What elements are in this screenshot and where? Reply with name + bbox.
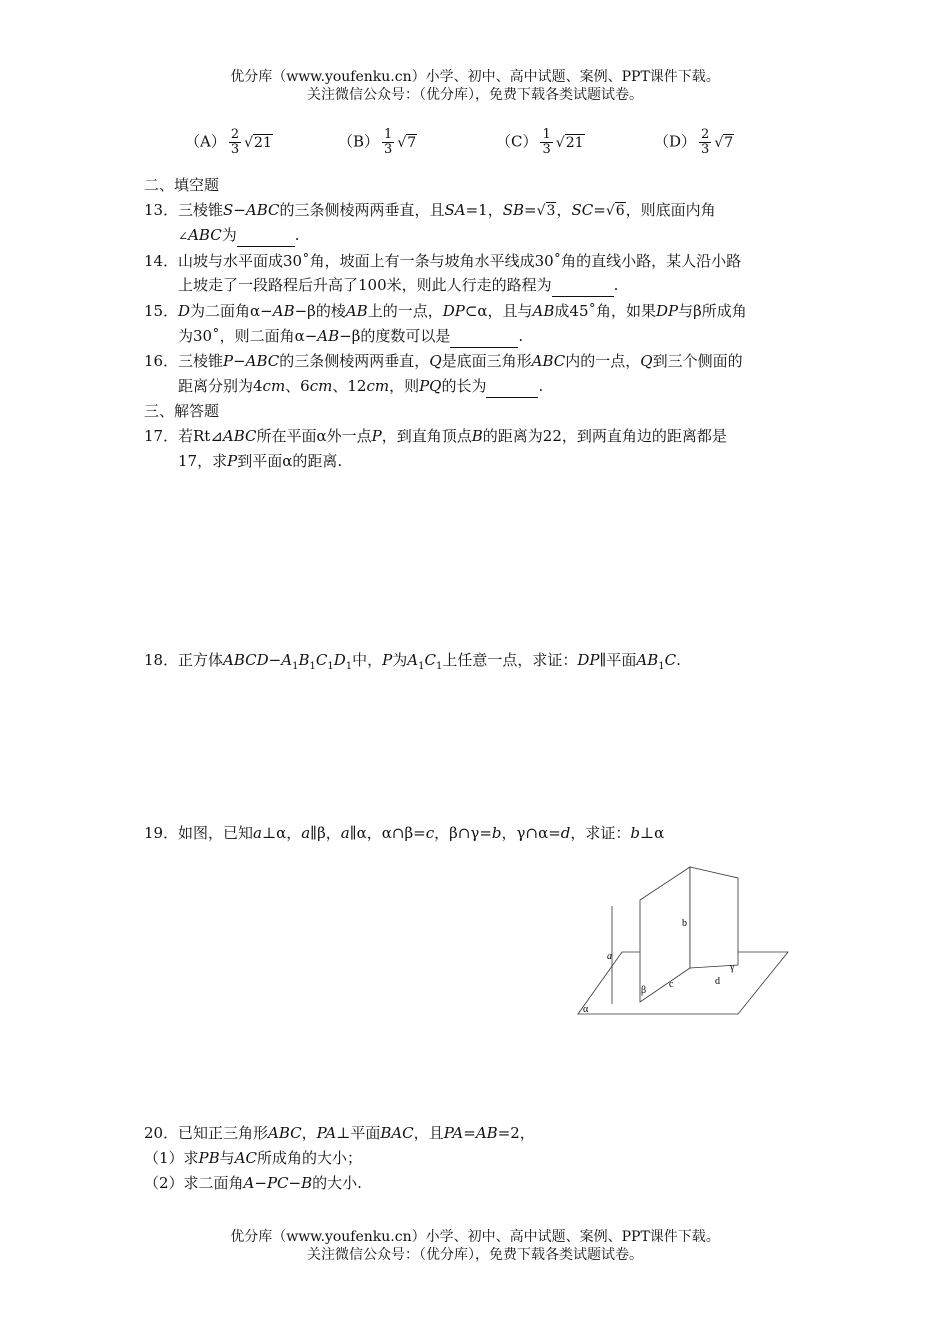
denominator: 3 — [542, 142, 551, 157]
question-13-line-2 — [144, 224, 299, 247]
fraction — [382, 128, 394, 157]
math: DP — [442, 302, 465, 320]
text: ∥平面 — [599, 651, 637, 669]
text: . — [613, 276, 619, 294]
radicand: 6 — [615, 203, 625, 219]
text: ∠ — [178, 229, 189, 243]
question-16-line-2 — [144, 375, 543, 398]
sqrt: √3 — [536, 203, 556, 219]
numerator: 1 — [384, 127, 393, 142]
question-19 — [144, 822, 664, 844]
math: A — [407, 651, 419, 669]
text: ， — [556, 201, 572, 219]
text: 为 — [392, 651, 408, 669]
radicand: 21 — [565, 134, 584, 151]
math: PB — [198, 1149, 220, 1167]
option-label: （D） — [654, 132, 697, 151]
numerator: 2 — [701, 127, 710, 142]
option-label: （A） — [185, 132, 226, 151]
text: 所在平面α外一点 — [256, 427, 372, 445]
question-number: 14． — [144, 252, 179, 270]
text: 所成角的大小； — [257, 1149, 363, 1167]
question-number: 13． — [144, 201, 179, 219]
text: 三棱锥 — [178, 201, 224, 219]
text: 成45˚角，如果 — [554, 302, 656, 320]
math: b — [491, 824, 502, 842]
math: Q — [429, 352, 442, 370]
math: AB — [475, 1124, 498, 1142]
question-15 — [144, 300, 747, 322]
text: 上的一点， — [367, 302, 443, 320]
math: d — [560, 824, 571, 842]
math: SC — [571, 201, 594, 219]
answer-blank — [237, 224, 295, 247]
text: =2， — [497, 1124, 535, 1142]
text: ∥β， — [310, 824, 341, 842]
math: cm — [366, 377, 390, 395]
text: ，求证： — [570, 824, 631, 842]
plane-beta — [640, 867, 690, 1002]
subscript: 1 — [345, 661, 353, 672]
math: ABC — [222, 427, 257, 445]
text: 三棱锥 — [178, 352, 224, 370]
text: 到平面α的距离. — [237, 452, 343, 470]
option-label: （B） — [338, 132, 380, 151]
math: PA — [316, 1124, 337, 1142]
plane-gamma — [690, 867, 738, 968]
text: 、12 — [332, 377, 367, 395]
math: C — [664, 651, 677, 669]
text: 已知正三角形 — [178, 1124, 269, 1142]
sqrt: √7 — [714, 134, 734, 151]
text: 若Rt⊿ — [178, 427, 223, 445]
text: ，γ∩α= — [501, 824, 561, 842]
answer-blank — [450, 325, 518, 348]
planes-figure — [572, 862, 796, 1022]
denominator: 3 — [701, 142, 710, 157]
text: . — [538, 377, 544, 395]
text: ∥α，α∩β= — [349, 824, 426, 842]
text: ，则底面内角 — [625, 201, 716, 219]
radicand: 7 — [407, 134, 417, 151]
math: AB — [272, 302, 295, 320]
math: ABCD−A — [223, 651, 293, 669]
label-c: c — [669, 979, 674, 990]
fraction — [540, 128, 552, 157]
math: DP — [656, 302, 679, 320]
denominator: 3 — [384, 142, 393, 157]
text: 的三条侧棱两两垂直，且 — [279, 201, 445, 219]
subscript: 1 — [327, 661, 334, 672]
math: S−ABC — [223, 201, 280, 219]
page-header — [0, 68, 950, 104]
question-number: 15． — [144, 302, 179, 320]
text: ， — [301, 1124, 317, 1142]
question-15-line-2 — [144, 325, 523, 348]
text: （1）求 — [144, 1149, 199, 1167]
text: . — [294, 226, 300, 244]
text: 正方体 — [178, 651, 224, 669]
footer-line-1: 优分库（www.youfenku.cn）小学、初中、高中试题、案例、PPT课件下载。 — [230, 1229, 720, 1245]
text: ，且 — [413, 1124, 444, 1142]
answer-blank — [486, 375, 538, 398]
text: 与β所成角 — [678, 302, 747, 320]
math: a — [340, 824, 350, 842]
math: C — [424, 651, 436, 669]
text: = — [524, 201, 537, 219]
text: . — [518, 327, 524, 345]
text: 到三个侧面的 — [652, 352, 743, 370]
math: AB — [317, 327, 340, 345]
math: P−ABC — [223, 352, 280, 370]
option-a — [185, 128, 273, 157]
text: −β的棱 — [294, 302, 346, 320]
math: a — [253, 824, 262, 842]
text: 的长为 — [441, 377, 487, 395]
math: PQ — [419, 377, 442, 395]
text: ⊥α， — [261, 824, 302, 842]
question-20-part-2 — [144, 1172, 362, 1194]
question-17 — [144, 425, 727, 447]
text: 距离分别为4 — [178, 377, 263, 395]
section-fill-blank: 二、填空题 — [144, 176, 220, 194]
text: 为 — [221, 226, 237, 244]
text: 的大小. — [312, 1174, 362, 1192]
math: ABC — [268, 1124, 302, 1142]
sqrt: √21 — [555, 134, 584, 151]
text: ⊂α，且与 — [464, 302, 533, 320]
section-answer: 三、解答题 — [144, 402, 220, 420]
text: 上任意一点，求证： — [442, 651, 578, 669]
text: 是底面三角形 — [441, 352, 532, 370]
math: A−PC−B — [243, 1174, 313, 1192]
label-b: b — [682, 918, 687, 929]
subscript: 1 — [658, 661, 665, 672]
text: . — [676, 651, 681, 669]
subscript: 1 — [418, 661, 425, 672]
label-a: a — [607, 951, 612, 962]
option-d — [654, 128, 734, 157]
label-alpha: α — [583, 1004, 589, 1015]
question-13 — [144, 199, 716, 222]
math: SB — [502, 201, 525, 219]
math: D — [333, 651, 346, 669]
text: ⊥平面 — [336, 1124, 381, 1142]
sqrt: √21 — [244, 134, 272, 151]
text: ，到直角顶点 — [381, 427, 472, 445]
text: ⊥α — [640, 824, 665, 842]
math: cm — [309, 377, 333, 395]
header-line-1: 优分库（www.youfenku.cn）小学、初中、高中试题、案例、PPT课件下载。 — [230, 69, 720, 85]
text: 内的一点， — [565, 352, 641, 370]
header-line-2: 关注微信公众号：（优分库），免费下载各类试题试卷。 — [307, 87, 643, 103]
math: C — [315, 651, 328, 669]
math: AB — [532, 302, 555, 320]
math: c — [425, 824, 435, 842]
math: P — [371, 427, 382, 445]
math: PA — [443, 1124, 464, 1142]
math: ABC — [531, 352, 566, 370]
question-14-line-2 — [144, 274, 618, 297]
math: cm — [262, 377, 286, 395]
text: 山坡与水平面成30˚角，坡面上有一条与坡角水平线成30˚角的直线小路，某人沿小路 — [178, 252, 742, 270]
math: Q — [640, 352, 653, 370]
denominator: 3 — [230, 142, 240, 157]
text: 的距离为22，到两直角边的距离都是 — [482, 427, 727, 445]
question-16 — [144, 350, 743, 372]
text: 上坡走了一段路程后升高了100米，则此人行走的路程为 — [178, 276, 552, 294]
question-number: 19． — [144, 824, 179, 842]
page-footer — [0, 1228, 950, 1264]
math: SA — [444, 201, 466, 219]
text: 为30˚，则二面角α− — [178, 327, 318, 345]
text: −β的度数可以是 — [339, 327, 451, 345]
subscript: 1 — [309, 661, 316, 672]
subscript: 1 — [435, 661, 443, 672]
question-number: 16． — [144, 352, 179, 370]
math: D — [178, 302, 191, 320]
question-20 — [144, 1122, 535, 1144]
numerator: 2 — [230, 127, 240, 142]
question-number: 18． — [144, 651, 179, 669]
question-18 — [144, 649, 681, 678]
math: P — [382, 651, 393, 669]
radicand: 7 — [724, 134, 734, 151]
text: 的三条侧棱两两垂直， — [279, 352, 430, 370]
math: B — [471, 427, 483, 445]
question-number: 17． — [144, 427, 179, 445]
math: ABC — [188, 226, 222, 244]
subscript: 1 — [292, 661, 299, 672]
sqrt: √6 — [605, 203, 625, 219]
math: B — [298, 651, 310, 669]
text: 17，求 — [178, 452, 228, 470]
option-c — [496, 128, 585, 157]
math: BAC — [380, 1124, 414, 1142]
math: AC — [234, 1149, 257, 1167]
math: P — [227, 452, 238, 470]
math: AB — [636, 651, 659, 669]
text: = — [463, 1124, 476, 1142]
text: 、6 — [285, 377, 310, 395]
text: 与 — [219, 1149, 235, 1167]
text: （2）求二面角 — [144, 1174, 244, 1192]
math: AB — [345, 302, 368, 320]
text: ，则 — [389, 377, 420, 395]
text: =1， — [465, 201, 503, 219]
option-b — [338, 128, 417, 157]
text: 为二面角α− — [190, 302, 273, 320]
radicand: 3 — [546, 203, 556, 219]
radicand: 21 — [254, 134, 272, 151]
math: DP — [577, 651, 600, 669]
option-label: （C） — [496, 132, 538, 151]
math: b — [630, 824, 640, 842]
footer-line-2: 关注微信公众号：（优分库），免费下载各类试题试卷。 — [307, 1247, 643, 1263]
text: 中， — [352, 651, 383, 669]
text: 如图，已知 — [178, 824, 254, 842]
answer-blank — [552, 274, 614, 297]
question-number: 20． — [144, 1124, 179, 1142]
math: a — [301, 824, 311, 842]
question-20-part-1 — [144, 1147, 362, 1169]
text: ，β∩γ= — [434, 824, 492, 842]
question-17-line-2 — [144, 450, 342, 472]
question-14 — [144, 250, 741, 272]
label-gamma: γ — [730, 962, 735, 973]
text: = — [593, 201, 606, 219]
label-beta: β — [641, 985, 647, 996]
fraction — [229, 128, 241, 157]
sqrt: √7 — [397, 134, 417, 151]
fraction — [699, 128, 711, 157]
numerator: 1 — [542, 127, 551, 142]
label-d: d — [715, 976, 720, 987]
